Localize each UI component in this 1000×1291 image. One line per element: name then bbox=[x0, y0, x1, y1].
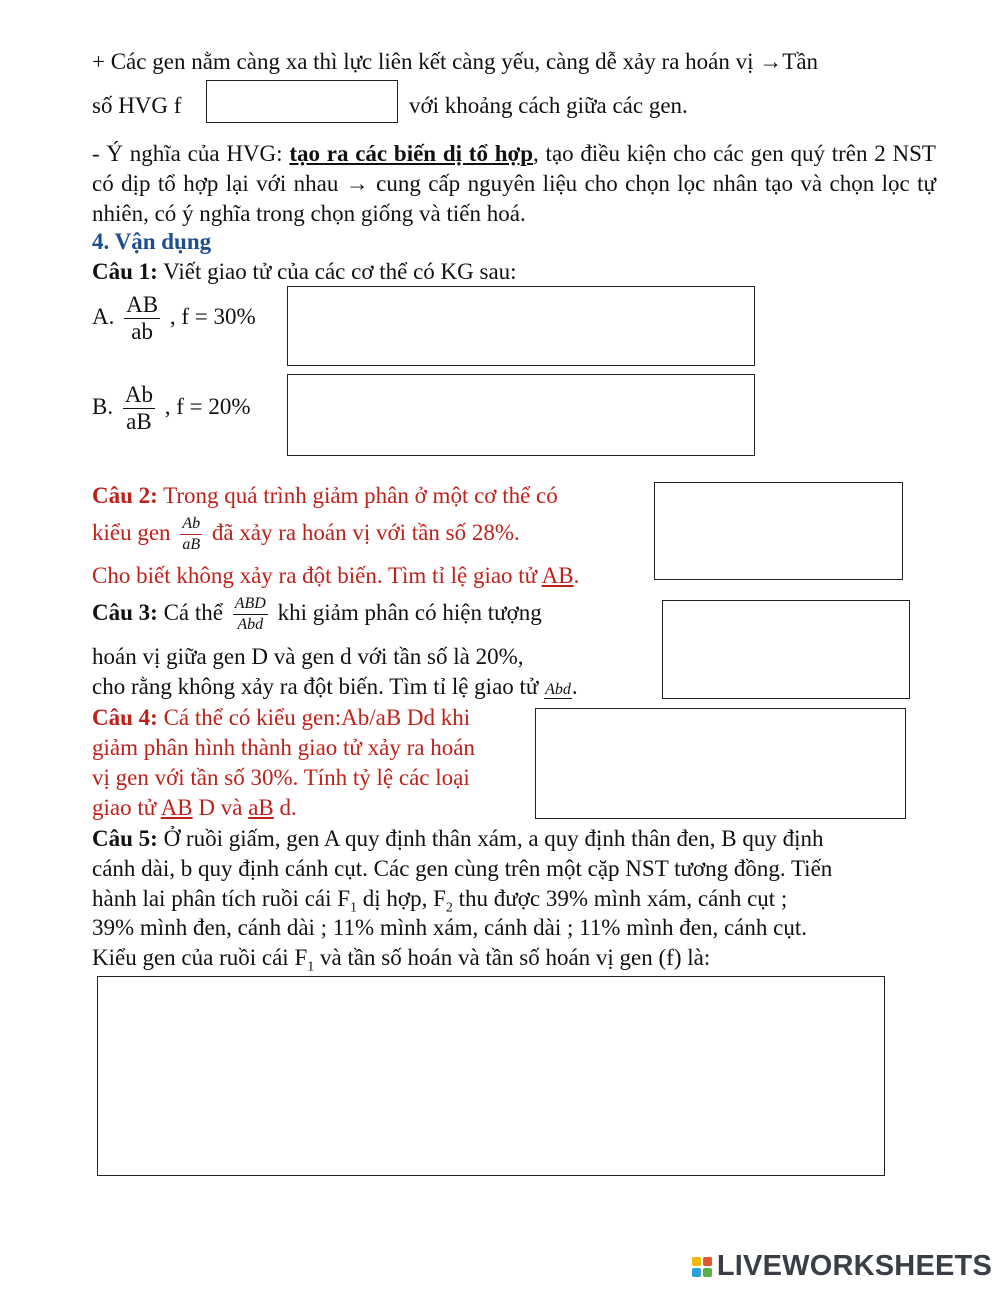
q1-answer-b-box[interactable] bbox=[287, 374, 755, 456]
para1-line2-start: số HVG f bbox=[92, 93, 182, 118]
q2-line1: Câu 2: Trong quá trình giảm phân ở một cơ thể có bbox=[92, 483, 558, 508]
q2-genotype-fraction: $\frac{Ab}{aB}$ bbox=[182, 515, 201, 553]
q1-answer-a-box[interactable] bbox=[287, 286, 755, 366]
arrow-icon: → bbox=[759, 49, 783, 74]
logo-mark-icon bbox=[692, 1257, 712, 1277]
hvg-meaning-paragraph: - Ý nghĩa của HVG: tạo ra các biến dị tổ hợp, tạo điều kiện cho các gen quý trên 2 NST có dịp tổ hợp lại với nhau → cung cấp nguyên liệu cho chọn lọc nhân tạo và chọn lọc tự nhiên, có ý nghĩa trong chọn giống và tiến hoá. bbox=[92, 141, 936, 226]
q3-line1: Câu 3: Cá thể $\frac{\text{ABD}}{\text{Abd}}$ khi giảm phân có hiện tượng bbox=[92, 595, 542, 633]
q5-line1: Câu 5: Ở ruồi giấm, gen A quy định thân xám, a quy định thân đen, B quy định bbox=[92, 826, 824, 851]
q2-answer-box[interactable] bbox=[654, 482, 903, 580]
q3-answer-box[interactable] bbox=[662, 600, 910, 699]
q1-option-b: B. $\frac{Ab}{aB}$ , f = 20% bbox=[92, 382, 251, 434]
q5-line4: 39% mình đen, cánh dài ; 11% mình xám, cánh dài ; 11% mình đen, cánh cụt. bbox=[92, 915, 807, 940]
liveworksheets-logo: LIVEWORKSHEETS bbox=[692, 1250, 992, 1283]
q3-line2: hoán vị giữa gen D và gen d với tần số là 20%, bbox=[92, 644, 524, 669]
para1-line2-end: với khoảng cách giữa các gen. bbox=[409, 93, 688, 118]
q4-line1: Câu 4: Cá thể có kiểu gen:Ab/aB Dd khi bbox=[92, 705, 471, 730]
q3-line3: cho rằng không xảy ra đột biến. Tìm tỉ lệ giao tử Abd. bbox=[92, 674, 578, 699]
q4-line2: giảm phân hình thành giao tử xảy ra hoán bbox=[92, 735, 475, 760]
para1-line1: + Các gen nằm càng xa thì lực liên kết càng yếu, càng dễ xảy ra hoán vị →Tần bbox=[92, 49, 819, 74]
q4-line3: vị gen với tần số 30%. Tính tỷ lệ các loại bbox=[92, 765, 470, 790]
q2-line3: Cho biết không xảy ra đột biến. Tìm tỉ lệ giao tử AB. bbox=[92, 563, 580, 588]
q5-answer-box[interactable] bbox=[97, 976, 885, 1176]
q1-option-a: A. $\frac{AB}{ab}$ , f = 30% bbox=[92, 292, 256, 344]
hvg-meaning-keyword: tạo ra các biến dị tổ hợp bbox=[289, 141, 534, 166]
q5-line5: Kiểu gen của ruồi cái $F_1$ và tần số hoán và tần số hoán vị gen (f) là: bbox=[92, 945, 711, 975]
q5-line3: hành lai phân tích ruồi cái $F_1$ dị hợp, $F_2$ thu được 39% mình xám, cánh cụt ; bbox=[92, 886, 788, 916]
q2-line2: kiểu gen $\frac{Ab}{aB}$ đã xảy ra hoán vị với tần số 28%. bbox=[92, 515, 520, 553]
q1-prompt: Câu 1: Viết giao tử của các cơ thể có KG sau: bbox=[92, 259, 517, 284]
q4-line4: giao tử AB D và aB d. bbox=[92, 795, 297, 820]
genotype-fraction-b: $\frac{Ab}{aB}$ bbox=[124, 382, 153, 434]
section-title: 4. Vận dụng bbox=[92, 229, 212, 254]
q3-gamete: Abd bbox=[545, 681, 571, 698]
hvg-frequency-input[interactable] bbox=[206, 80, 398, 123]
genotype-fraction-a: $\frac{AB}{ab}$ bbox=[126, 292, 159, 344]
q4-answer-box[interactable] bbox=[535, 708, 906, 819]
q5-line2: cánh dài, b quy định cánh cụt. Các gen cùng trên một cặp NST tương đồng. Tiến bbox=[92, 856, 833, 881]
q3-genotype-fraction: $\frac{\text{ABD}}{\text{Abd}}$ bbox=[234, 595, 266, 633]
